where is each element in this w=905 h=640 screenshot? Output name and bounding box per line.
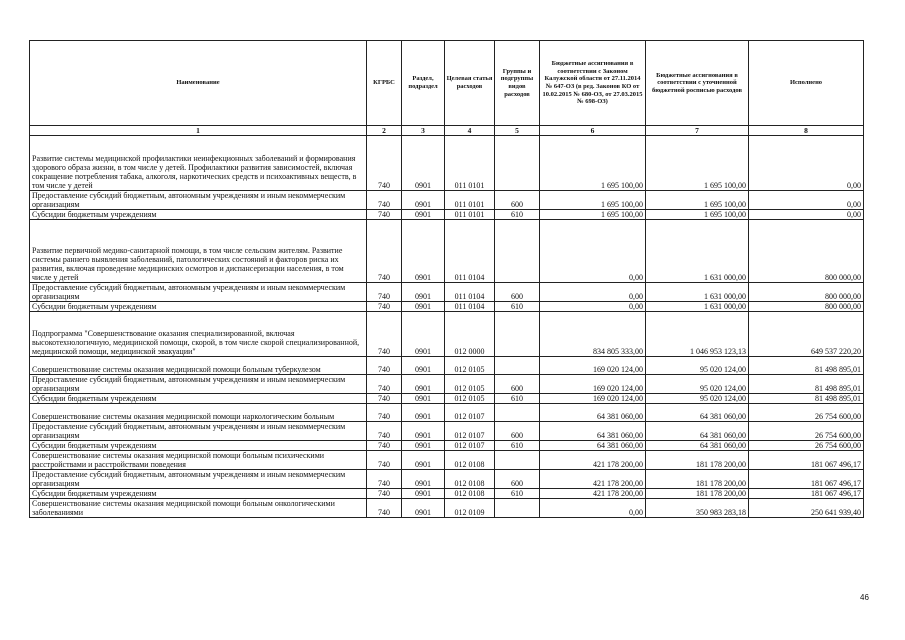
header-refined: Бюджетные ассигнования в соответствии с уточненной бюджетной росписью расходов [646, 41, 749, 126]
group-cell [495, 499, 540, 518]
section-cell: 0901 [402, 283, 445, 302]
target-cell: 011 0104 [445, 302, 495, 312]
table-row [30, 404, 864, 422]
section-cell: 0901 [402, 312, 445, 357]
kgrbs-cell: 740 [367, 470, 402, 489]
executed-amount-cell: 800 000,00 [749, 302, 864, 312]
group-cell: 610 [495, 394, 540, 404]
section-cell: 0901 [402, 441, 445, 451]
table-row [30, 451, 864, 470]
executed-amount-cell: 181 067 496,17 [749, 489, 864, 499]
section-cell: 0901 [402, 404, 445, 422]
law-amount-cell: 1 695 100,00 [540, 191, 646, 210]
law-amount-cell: 64 381 060,00 [540, 422, 646, 441]
refined-amount-cell: 64 381 060,00 [646, 422, 749, 441]
table-row [30, 441, 864, 451]
table-row [30, 191, 864, 210]
row-name-cell: Совершенствование системы оказания медицинской помощи больным психическими расстройствами и расстройствами поведения [30, 451, 367, 470]
group-cell: 610 [495, 302, 540, 312]
kgrbs-cell: 740 [367, 220, 402, 283]
target-cell: 012 0105 [445, 375, 495, 394]
target-cell: 012 0107 [445, 422, 495, 441]
law-amount-cell: 64 381 060,00 [540, 404, 646, 422]
group-cell: 610 [495, 489, 540, 499]
executed-amount-cell: 26 754 600,00 [749, 441, 864, 451]
law-amount-cell: 421 178 200,00 [540, 451, 646, 470]
column-number: 7 [646, 126, 749, 136]
kgrbs-cell: 740 [367, 404, 402, 422]
row-name-cell: Субсидии бюджетным учреждениям [30, 394, 367, 404]
group-cell: 600 [495, 375, 540, 394]
column-number: 8 [749, 126, 864, 136]
refined-amount-cell: 95 020 124,00 [646, 394, 749, 404]
table-header-row [30, 41, 864, 126]
refined-amount-cell: 1 695 100,00 [646, 210, 749, 220]
column-number: 4 [445, 126, 495, 136]
law-amount-cell: 169 020 124,00 [540, 394, 646, 404]
section-cell: 0901 [402, 499, 445, 518]
section-cell: 0901 [402, 422, 445, 441]
executed-amount-cell: 0,00 [749, 210, 864, 220]
table-row [30, 470, 864, 489]
header-law: Бюджетные ассигнования в соответствии с Законом Калужской области от 27.11.2014 № 647-ОЗ (в ред. Законов КО от 10.02.2015 № 680-ОЗ, от 27.03.2015 № 698-ОЗ) [540, 41, 646, 126]
refined-amount-cell: 1 046 953 123,13 [646, 312, 749, 357]
executed-amount-cell: 81 498 895,01 [749, 394, 864, 404]
table-row [30, 220, 864, 283]
row-name-cell: Совершенствование системы оказания медицинской помощи больным онкологическими заболеваниями [30, 499, 367, 518]
table-row [30, 357, 864, 375]
section-cell: 0901 [402, 489, 445, 499]
kgrbs-cell: 740 [367, 283, 402, 302]
section-cell: 0901 [402, 191, 445, 210]
law-amount-cell: 169 020 124,00 [540, 375, 646, 394]
law-amount-cell: 1 695 100,00 [540, 210, 646, 220]
row-name-cell: Совершенствование системы оказания медицинской помощи больным туберкулезом [30, 357, 367, 375]
law-amount-cell: 1 695 100,00 [540, 136, 646, 191]
row-name-cell: Развитие системы медицинской профилактики неинфекционных заболеваний и формирования здорового образа жизни, в том числе у детей. Профилактики развития зависимостей, включая сокращение потребления табака, алкоголя, наркотических средств и психоактивных веществ, в том числе у детей [30, 136, 367, 191]
kgrbs-cell: 740 [367, 191, 402, 210]
section-cell: 0901 [402, 220, 445, 283]
section-cell: 0901 [402, 394, 445, 404]
header-target: Целевая статья расходов [445, 41, 495, 126]
refined-amount-cell: 350 983 283,18 [646, 499, 749, 518]
section-cell: 0901 [402, 136, 445, 191]
table-row [30, 302, 864, 312]
target-cell: 011 0101 [445, 136, 495, 191]
table-row [30, 210, 864, 220]
section-cell: 0901 [402, 470, 445, 489]
executed-amount-cell: 649 537 220,20 [749, 312, 864, 357]
executed-amount-cell: 26 754 600,00 [749, 422, 864, 441]
law-amount-cell: 0,00 [540, 499, 646, 518]
refined-amount-cell: 1 631 000,00 [646, 283, 749, 302]
refined-amount-cell: 1 695 100,00 [646, 191, 749, 210]
law-amount-cell: 169 020 124,00 [540, 357, 646, 375]
kgrbs-cell: 740 [367, 451, 402, 470]
table-body [30, 136, 864, 518]
table-row [30, 136, 864, 191]
refined-amount-cell: 1 631 000,00 [646, 302, 749, 312]
law-amount-cell: 0,00 [540, 302, 646, 312]
header-groups: Группы и подгруппы видов расходов [495, 41, 540, 126]
refined-amount-cell: 64 381 060,00 [646, 404, 749, 422]
kgrbs-cell: 740 [367, 357, 402, 375]
target-cell: 012 0107 [445, 441, 495, 451]
kgrbs-cell: 740 [367, 210, 402, 220]
group-cell: 610 [495, 441, 540, 451]
header-section: Раздел, подраздел [402, 41, 445, 126]
law-amount-cell: 0,00 [540, 220, 646, 283]
section-cell: 0901 [402, 451, 445, 470]
target-cell: 012 0105 [445, 357, 495, 375]
target-cell: 011 0101 [445, 191, 495, 210]
group-cell [495, 136, 540, 191]
column-number: 2 [367, 126, 402, 136]
law-amount-cell: 0,00 [540, 283, 646, 302]
target-cell: 011 0104 [445, 220, 495, 283]
kgrbs-cell: 740 [367, 422, 402, 441]
table-row [30, 283, 864, 302]
budget-table [29, 40, 864, 518]
kgrbs-cell: 740 [367, 489, 402, 499]
target-cell: 012 0107 [445, 404, 495, 422]
kgrbs-cell: 740 [367, 312, 402, 357]
group-cell: 600 [495, 283, 540, 302]
executed-amount-cell: 800 000,00 [749, 283, 864, 302]
column-number: 5 [495, 126, 540, 136]
executed-amount-cell: 181 067 496,17 [749, 451, 864, 470]
column-number: 1 [30, 126, 367, 136]
target-cell: 011 0101 [445, 210, 495, 220]
section-cell: 0901 [402, 375, 445, 394]
executed-amount-cell: 0,00 [749, 191, 864, 210]
group-cell [495, 451, 540, 470]
kgrbs-cell: 740 [367, 136, 402, 191]
group-cell: 600 [495, 191, 540, 210]
row-name-cell: Субсидии бюджетным учреждениям [30, 441, 367, 451]
row-name-cell: Развитие первичной медико-санитарной помощи, в том числе сельским жителям. Развитие системы раннего выявления заболеваний, патологических состояний и факторов риска их развития, включая проведение медицинских осмотров и диспансеризации населения, в том числе у детей [30, 220, 367, 283]
kgrbs-cell: 740 [367, 302, 402, 312]
refined-amount-cell: 181 178 200,00 [646, 470, 749, 489]
group-cell [495, 357, 540, 375]
group-cell: 600 [495, 422, 540, 441]
table-row [30, 375, 864, 394]
row-name-cell: Субсидии бюджетным учреждениям [30, 489, 367, 499]
refined-amount-cell: 95 020 124,00 [646, 357, 749, 375]
target-cell: 012 0109 [445, 499, 495, 518]
law-amount-cell: 834 805 333,00 [540, 312, 646, 357]
row-name-cell: Предоставление субсидий бюджетным, автономным учреждениям и иным некоммерческим организациям [30, 283, 367, 302]
page-number: 46 [860, 593, 869, 602]
law-amount-cell: 64 381 060,00 [540, 441, 646, 451]
section-cell: 0901 [402, 357, 445, 375]
refined-amount-cell: 181 178 200,00 [646, 489, 749, 499]
column-number: 6 [540, 126, 646, 136]
row-name-cell: Субсидии бюджетным учреждениям [30, 210, 367, 220]
table-row [30, 422, 864, 441]
law-amount-cell: 421 178 200,00 [540, 470, 646, 489]
row-name-cell: Предоставление субсидий бюджетным, автономным учреждениям и иным некоммерческим организациям [30, 470, 367, 489]
row-name-cell: Подпрограмма "Совершенствование оказания специализированной, включая высокотехнологичную, медицинской помощи, скорой, в том числе скорой специализированной, медицинской помощи, медицинской эвакуации" [30, 312, 367, 357]
law-amount-cell: 421 178 200,00 [540, 489, 646, 499]
group-cell [495, 312, 540, 357]
target-cell: 012 0108 [445, 451, 495, 470]
group-cell [495, 220, 540, 283]
target-cell: 012 0000 [445, 312, 495, 357]
section-cell: 0901 [402, 302, 445, 312]
table-row [30, 489, 864, 499]
executed-amount-cell: 800 000,00 [749, 220, 864, 283]
row-name-cell: Субсидии бюджетным учреждениям [30, 302, 367, 312]
refined-amount-cell: 95 020 124,00 [646, 375, 749, 394]
executed-amount-cell: 81 498 895,01 [749, 357, 864, 375]
header-executed: Исполнено [749, 41, 864, 126]
refined-amount-cell: 1 631 000,00 [646, 220, 749, 283]
refined-amount-cell: 64 381 060,00 [646, 441, 749, 451]
row-name-cell: Предоставление субсидий бюджетным, автономным учреждениям и иным некоммерческим организациям [30, 375, 367, 394]
executed-amount-cell: 26 754 600,00 [749, 404, 864, 422]
executed-amount-cell: 250 641 939,40 [749, 499, 864, 518]
row-name-cell: Предоставление субсидий бюджетным, автономным учреждениям и иным некоммерческим организациям [30, 422, 367, 441]
refined-amount-cell: 181 178 200,00 [646, 451, 749, 470]
target-cell: 011 0104 [445, 283, 495, 302]
target-cell: 012 0108 [445, 470, 495, 489]
kgrbs-cell: 740 [367, 394, 402, 404]
group-cell: 610 [495, 210, 540, 220]
row-name-cell: Совершенствование системы оказания медицинской помощи наркологическим больным [30, 404, 367, 422]
group-cell: 600 [495, 470, 540, 489]
header-name: Наименование [30, 41, 367, 126]
table-row [30, 312, 864, 357]
section-cell: 0901 [402, 210, 445, 220]
executed-amount-cell: 0,00 [749, 136, 864, 191]
table-row [30, 499, 864, 518]
target-cell: 012 0108 [445, 489, 495, 499]
row-name-cell: Предоставление субсидий бюджетным, автономным учреждениям и иным некоммерческим организациям [30, 191, 367, 210]
executed-amount-cell: 81 498 895,01 [749, 375, 864, 394]
kgrbs-cell: 740 [367, 441, 402, 451]
executed-amount-cell: 181 067 496,17 [749, 470, 864, 489]
group-cell [495, 404, 540, 422]
target-cell: 012 0105 [445, 394, 495, 404]
header-kgrbs: КГРБС [367, 41, 402, 126]
refined-amount-cell: 1 695 100,00 [646, 136, 749, 191]
table-row [30, 394, 864, 404]
kgrbs-cell: 740 [367, 499, 402, 518]
column-number-row [30, 126, 864, 136]
kgrbs-cell: 740 [367, 375, 402, 394]
column-number: 3 [402, 126, 445, 136]
